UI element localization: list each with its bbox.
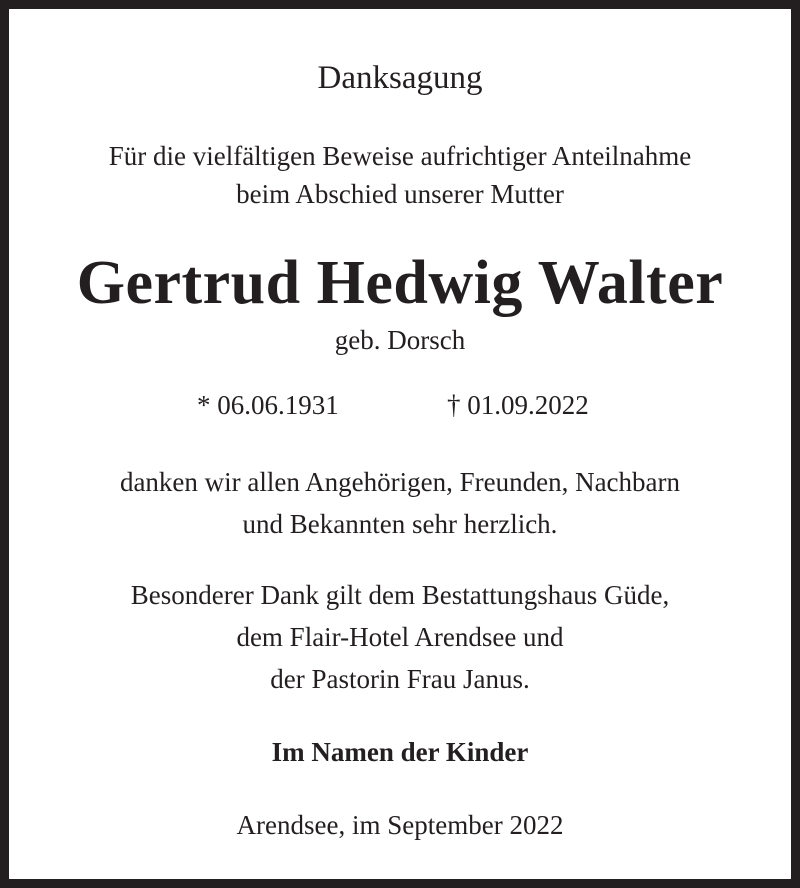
intro-text (9, 137, 791, 213)
thanks-line: danken wir allen Angehörigen, Freunden, Nachbarn (119, 467, 681, 497)
maiden-name: geb. Dorsch (334, 325, 466, 355)
intro-line: beim Abschied unserer Mutter (236, 179, 564, 209)
place-and-date: Arendsee, im September 2022 (236, 810, 564, 840)
special-thanks-line: der Pastorin Frau Janus. (270, 664, 530, 694)
heading: Danksagung (317, 60, 483, 96)
birth-date: * 06.06.1931 (197, 390, 339, 420)
special-thanks-line: dem Flair-Hotel Arendsee und (236, 622, 564, 652)
thanks-text (9, 461, 791, 545)
thanks-line: und Bekannten sehr herzlich. (242, 509, 558, 539)
special-thanks-text (9, 574, 791, 700)
deceased-name: Gertrud Hedwig Walter (76, 249, 724, 317)
signature: Im Namen der Kinder (271, 737, 529, 767)
death-date: † 01.09.2022 (447, 390, 589, 420)
intro-line: Für die vielfältigen Beweise aufrichtiger Anteilnahme (108, 141, 692, 171)
special-thanks-line: Besonderer Dank gilt dem Bestattungshaus Güde, (130, 580, 670, 610)
